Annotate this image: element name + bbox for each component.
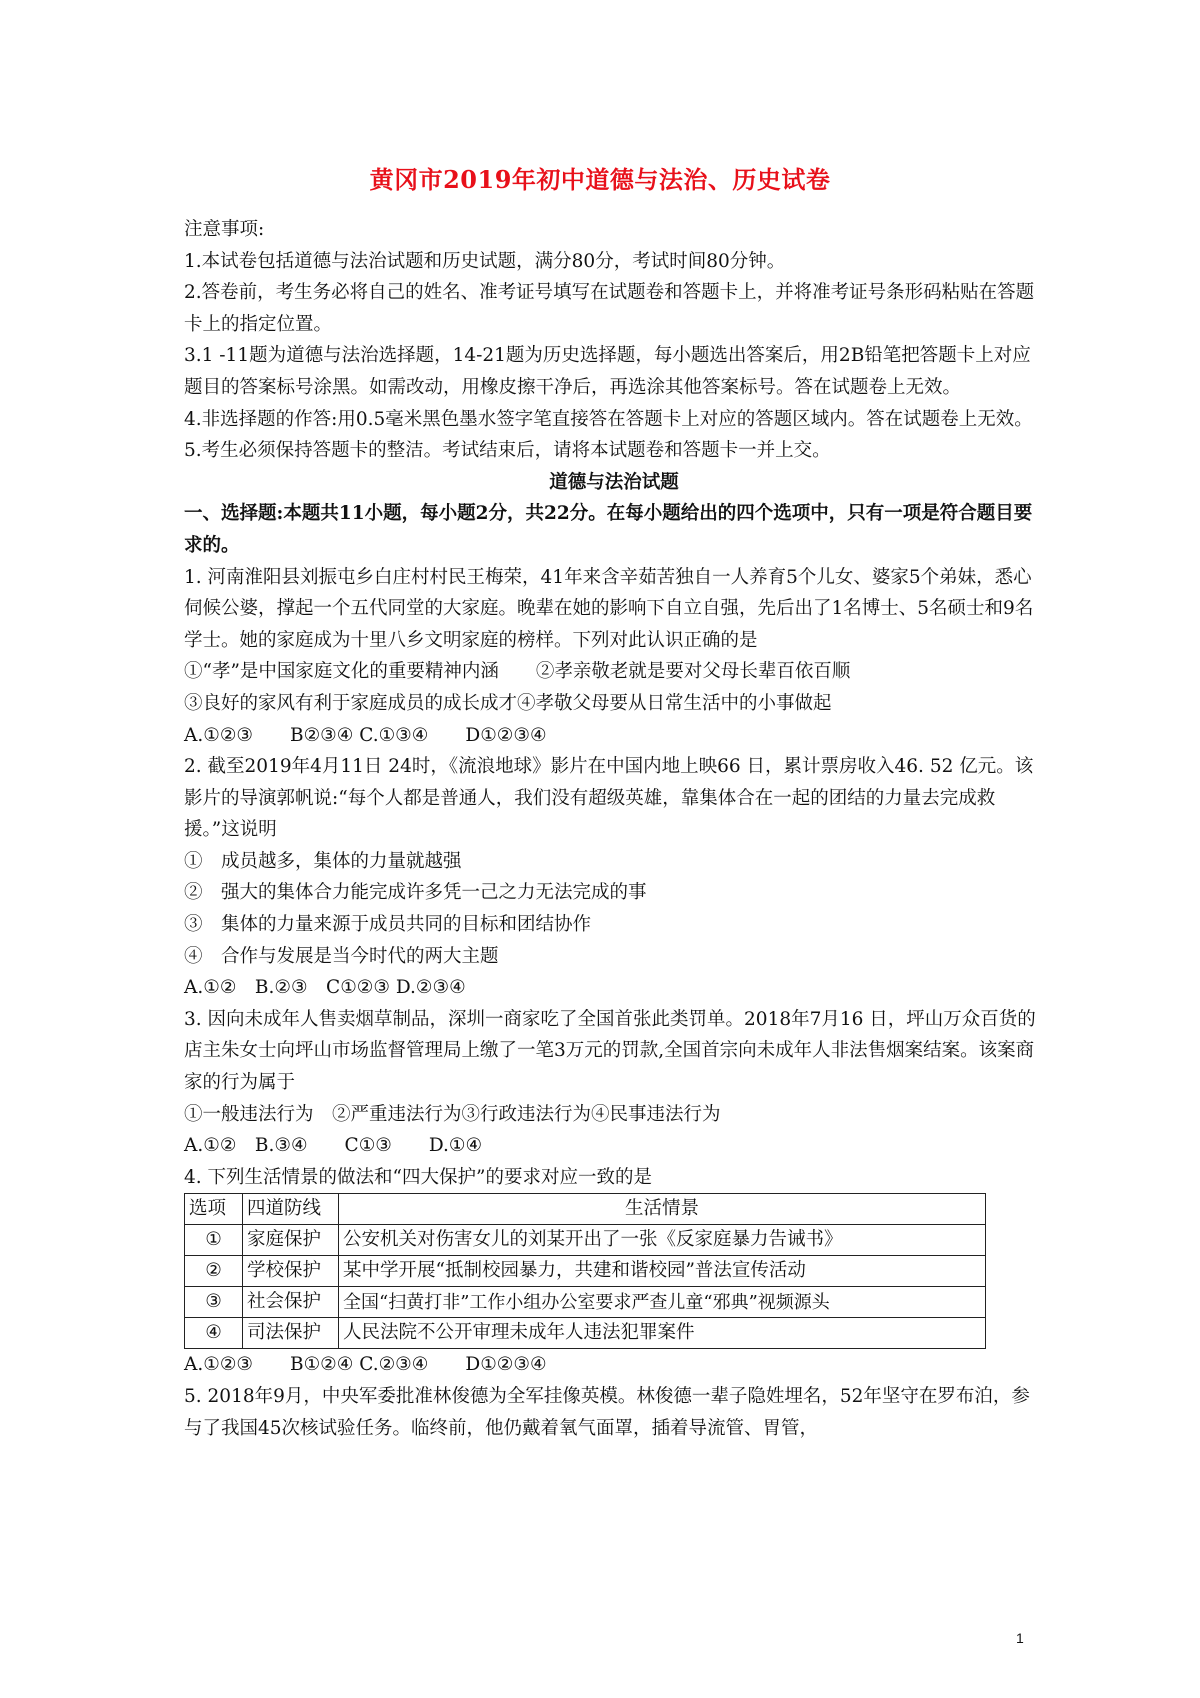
table-row (185, 1256, 986, 1287)
part-heading: 一、选择题:本题共11小题，每小题2分，共22分。在每小题给出的四个选项中，只有一项是符合题目要求的。 (184, 503, 1033, 556)
section-title: 道德与法治试题 (549, 471, 679, 493)
question-4-answers: A.①②③ B①②④ C.②③④ D①②③④ (184, 1354, 547, 1376)
table-header-row (185, 1194, 986, 1225)
question-2-item: ③ 集体的力量来源于成员共同的目标和团结协作 (184, 914, 592, 936)
table-cell: 司法保护 (243, 1318, 339, 1349)
table-cell: ④ (185, 1318, 243, 1349)
table-row (185, 1318, 986, 1349)
question-2-answers: A.①② B.②③ C①②③ D.②③④ (184, 977, 466, 999)
question-2-item: ④ 合作与发展是当今时代的两大主题 (184, 945, 499, 967)
table-cell: ② (185, 1256, 243, 1287)
question-2-item: ① 成员越多，集体的力量就越强 (184, 850, 462, 872)
table-row (185, 1225, 986, 1256)
notice-item: 5.考生必须保持答题卡的整洁。考试结束后，请将本试题卷和答题卡一并上交。 (184, 440, 831, 462)
table-row (185, 1287, 986, 1318)
question-2-stem: 2. 截至2019年4月11日 24时，《流浪地球》影片在中国内地上映66 日，累计票房收入46. 52 亿元。该影片的导演郭帆说:“每个人都是普通人，我们没有超级英雄，靠集体合在一起的团结的力量去完成救援。”这说明 (184, 756, 1034, 841)
table-cell: 学校保护 (243, 1256, 339, 1287)
notice-item: 1.本试卷包括道德与法治试题和历史试题，满分80分，考试时间80分钟。 (184, 250, 786, 272)
question-1-options: ①“孝”是中国家庭文化的重要精神内涵 ②孝亲敬老就是要对父母长辈百依百顺 (184, 661, 851, 683)
table-cell: 全国“扫黄打非”工作小组办公室要求严查儿童“邪典”视频源头 (339, 1287, 986, 1318)
document-body (184, 214, 1044, 1444)
question-1-answers: A.①②③ B②③④ C.①③④ D①②③④ (184, 724, 547, 746)
table-cell: 某中学开展“抵制校园暴力，共建和谐校园”普法宣传活动 (339, 1256, 986, 1287)
table-header: 选项 (185, 1194, 243, 1225)
question-2-item: ② 强大的集体合力能完成许多凭一己之力无法完成的事 (184, 882, 647, 904)
question-4-stem: 4. 下列生活情景的做法和“四大保护”的要求对应一致的是 (184, 1166, 652, 1188)
table-cell: 人民法院不公开审理未成年人违法犯罪案件 (339, 1318, 986, 1349)
document-title: 黄冈市2019年初中道德与法治、历史试卷 (369, 165, 831, 194)
question-1-stem: 1. 河南淮阳县刘振屯乡白庄村村民王梅荣，41年来含辛茹苦独自一人养育5个儿女、婆家5个弟妹，悉心伺候公婆，撑起一个五代同堂的大家庭。晚辈在她的影响下自立自强，先后出了1名博士、5名硕士和9名学士。她的家庭成为十里八乡文明家庭的榜样。下列对此认识正确的是 (184, 566, 1034, 651)
table-cell: 家庭保护 (243, 1225, 339, 1256)
notice-item: 3.1 -11题为道德与法治选择题，14-21题为历史选择题，每小题选出答案后，用2B铅笔把答题卡上对应题目的答案标号涂黑。如需改动，用橡皮擦干净后，再选涂其他答案标号。答在试题卷上无效。 (184, 345, 1031, 398)
question-3-answers: A.①② B.③④ C①③ D.①④ (184, 1135, 483, 1157)
notice-item: 2.答卷前，考生务必将自己的姓名、准考证号填写在试题卷和答题卡上，并将准考证号条形码粘贴在答题卡上的指定位置。 (184, 282, 1035, 335)
question-1-options: ③良好的家风有利于家庭成员的成长成才④孝敬父母要从日常生活中的小事做起 (184, 692, 832, 714)
table-cell: 公安机关对伤害女儿的刘某开出了一张《反家庭暴力告诫书》 (339, 1225, 986, 1256)
table-cell: ① (185, 1225, 243, 1256)
notice-heading: 注意事项: (184, 219, 265, 240)
question-5-stem: 5. 2018年9月，中央军委批准林俊德为全军挂像英模。林俊德一辈子隐姓埋名，52年坚守在罗布泊，参与了我国45次核试验任务。临终前，他仍戴着氧气面罩，插着导流管、胃管， (184, 1386, 1030, 1439)
table-cell: 社会保护 (243, 1287, 339, 1318)
page-number: 1 (1016, 1630, 1024, 1646)
table-header: 生活情景 (339, 1194, 986, 1225)
table-header: 四道防线 (243, 1194, 339, 1225)
question-3-stem: 3. 因向未成年人售卖烟草制品，深圳一商家吃了全国首张此类罚单。2018年7月16 日，坪山万众百货的店主朱女士向坪山市场监督管理局上缴了一笔3万元的罚款,全国首宗向未成年人非法售烟案结案。该案商家的行为属于 (184, 1008, 1036, 1094)
notice-item: 4.非选择题的作答:用0.5毫米黑色墨水签字笔直接答在答题卡上对应的答题区域内。答在试题卷上无效。 (184, 408, 1033, 430)
table-cell: ③ (185, 1287, 243, 1318)
question-3-options: ①一般违法行为 ②严重违法行为③行政违法行为④民事违法行为 (184, 1103, 721, 1125)
protection-table (184, 1193, 986, 1349)
